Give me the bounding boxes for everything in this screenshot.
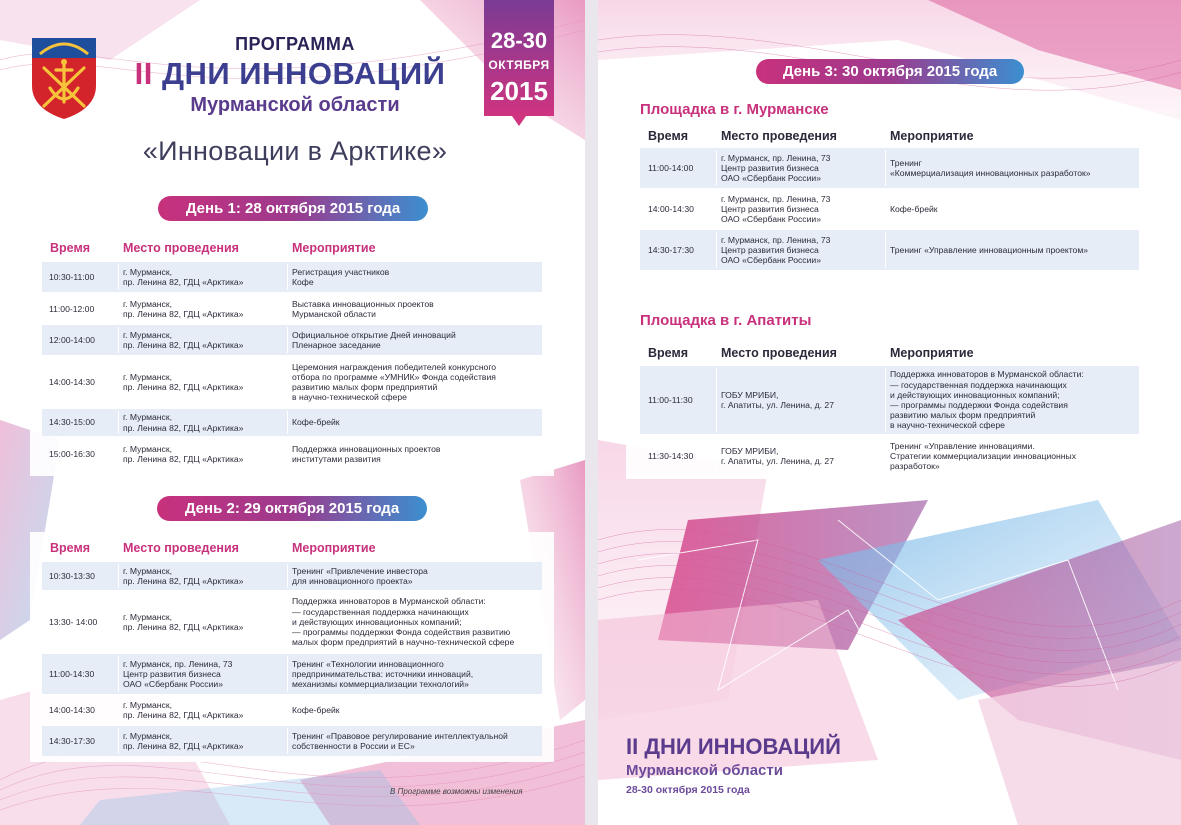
column-separator — [118, 698, 119, 722]
cell-place — [123, 438, 288, 470]
table-row — [42, 357, 542, 407]
cell-place — [721, 436, 886, 476]
cell-event — [292, 357, 542, 407]
cell-event — [890, 148, 1150, 188]
column-separator — [287, 359, 288, 405]
cell-time-text: 15:00-16:30 — [49, 448, 95, 459]
cell-time — [49, 562, 119, 590]
cell-event-text: Регистрация участников Кофе — [292, 266, 390, 287]
column-separator — [885, 232, 886, 268]
venue-apatity-title: Площадка в г. Апатиты — [640, 312, 812, 329]
venue-murmansk-title: Площадка в г. Мурманске — [640, 101, 829, 118]
table-row — [42, 562, 542, 590]
cell-event — [292, 696, 542, 724]
cell-event — [292, 294, 542, 324]
cell-time — [49, 294, 119, 324]
col-event: Мероприятие — [292, 241, 376, 255]
column-separator — [118, 296, 119, 322]
cell-place-text: ГОБУ МРИБИ, г. Апатиты, ул. Ленина, д. 27 — [721, 389, 834, 410]
cell-place-text: г. Мурманск, пр. Ленина, 73 Центр развития бизнеса ОАО «Сбербанк России» — [721, 193, 831, 225]
cell-time-text: 11:00-12:00 — [49, 303, 95, 314]
murmansk-table — [626, 122, 1153, 274]
cell-place — [123, 357, 288, 407]
column-separator — [885, 150, 886, 186]
date-badge-year: 2015 — [490, 76, 548, 106]
cell-time-text: 14:30-17:30 — [49, 735, 95, 746]
cell-event — [292, 262, 542, 292]
cell-event-text: Официальное открытие Дней инноваций Пленарное заседание — [292, 329, 456, 350]
day2-table-header — [30, 541, 554, 557]
day2-table — [30, 532, 554, 762]
col-place: Место проведения — [721, 346, 837, 360]
cell-place-text: ГОБУ МРИБИ, г. Апатиты, ул. Ленина, д. 27 — [721, 445, 834, 466]
page-title — [110, 56, 470, 92]
cell-time — [49, 696, 119, 724]
cell-time — [648, 189, 718, 229]
cell-event-text: Кофе-брейк — [292, 704, 340, 715]
cover-region: Мурманской области — [626, 762, 783, 779]
cell-event — [890, 436, 1150, 476]
cell-time-text: 14:00-14:30 — [648, 203, 694, 214]
column-separator — [716, 232, 717, 268]
cell-time-text: 14:00-14:30 — [49, 376, 95, 387]
cell-event — [292, 438, 542, 470]
cell-place-text: г. Мурманск, пр. Ленина 82, ГДЦ «Арктика» — [123, 611, 244, 632]
cell-place-text: г. Мурманск, пр. Ленина 82, ГДЦ «Арктика» — [123, 565, 244, 586]
coat-of-arms-icon — [30, 24, 98, 120]
column-separator — [287, 698, 288, 722]
cell-place-text: г. Мурманск, пр. Ленина 82, ГДЦ «Арктика» — [123, 266, 244, 287]
cell-time — [49, 409, 119, 436]
day3-heading: День 3: 30 октября 2015 года — [756, 59, 1024, 84]
cell-place — [721, 189, 886, 229]
column-separator — [118, 656, 119, 692]
cell-event-text: Тренинг «Технологии инновационного предпринимательства: источники инноваций, механизмы коммерциализации технологий» — [292, 658, 474, 690]
cell-event-text: Выставка инновационных проектов Мурманской области — [292, 298, 434, 319]
table-row — [640, 366, 1139, 434]
cell-place-text: г. Мурманск, пр. Ленина 82, ГДЦ «Арктика» — [123, 412, 244, 433]
col-time: Время — [50, 241, 90, 255]
day1-heading: День 1: 28 октября 2015 года — [158, 196, 428, 221]
column-separator — [885, 368, 886, 432]
cell-time — [49, 262, 119, 292]
murmansk-table-header — [626, 129, 1153, 145]
day1-table-header — [30, 241, 554, 257]
title-roman: II — [134, 56, 153, 91]
cell-place-text: г. Мурманск, пр. Ленина, 73 Центр развития бизнеса ОАО «Сбербанк России» — [721, 234, 831, 266]
column-separator — [287, 264, 288, 290]
cell-event — [292, 726, 542, 756]
cell-event-text: Поддержка инноваторов в Мурманской области: — государственная поддержка начинающих и действующих инновационных компаний; — программы поддержки Фонда содействия развитию малых форм предприятий в научно-технической сфере — [292, 596, 515, 648]
table-row — [42, 262, 542, 292]
cell-place — [123, 325, 288, 355]
program-page-left — [0, 0, 585, 825]
title-words: ДНИ ИННОВАЦИЙ — [161, 56, 446, 91]
table-row — [42, 409, 542, 436]
cell-place — [123, 294, 288, 324]
cell-event-text: Поддержка инновационных проектов институтами развития — [292, 443, 441, 464]
column-separator — [287, 296, 288, 322]
cover-title: II ДНИ ИННОВАЦИЙ — [626, 734, 841, 759]
cell-place-text: г. Мурманск, пр. Ленина, 73 Центр развития бизнеса ОАО «Сбербанк России» — [721, 152, 831, 184]
slogan: «Инновации в Арктике» — [142, 136, 448, 166]
cell-time — [648, 148, 718, 188]
cell-time — [648, 366, 718, 434]
cell-place — [721, 366, 886, 434]
column-separator — [287, 656, 288, 692]
table-row — [42, 294, 542, 324]
cell-time-text: 10:30-11:00 — [49, 271, 95, 282]
cell-place — [123, 409, 288, 436]
column-separator — [287, 440, 288, 468]
col-place: Место проведения — [123, 541, 239, 555]
cell-time — [49, 325, 119, 355]
day1-table — [30, 232, 554, 476]
cell-event-text: Тренинг «Правовое регулирование интеллектуальной собственности в России и ЕС» — [292, 730, 508, 751]
program-page-right — [598, 0, 1181, 825]
cell-event-text: Кофе-брейк — [292, 417, 340, 428]
cell-event — [292, 592, 542, 652]
column-separator — [716, 191, 717, 227]
column-separator — [118, 411, 119, 434]
col-event: Мероприятие — [890, 129, 974, 143]
cell-time-text: 11:00-14:30 — [49, 668, 95, 679]
cell-event — [292, 562, 542, 590]
column-separator — [287, 728, 288, 754]
cell-event — [292, 325, 542, 355]
cell-event — [292, 409, 542, 436]
cell-time — [49, 357, 119, 407]
cell-place — [123, 696, 288, 724]
cover-dates: 28-30 октября 2015 года — [626, 784, 750, 796]
cell-event-text: Церемония награждения победителей конкурсного отбора по программе «УМНИК» Фонда содействия развитию малых форм предприятий в научно-технической сфере — [292, 361, 497, 403]
cell-place — [123, 654, 288, 694]
column-separator — [287, 327, 288, 353]
col-place: Место проведения — [721, 129, 837, 143]
cell-event-text: Тренинг «Коммерциализация инновационных разработок» — [890, 157, 1091, 178]
col-place: Место проведения — [123, 241, 239, 255]
column-separator — [118, 359, 119, 405]
cell-place — [721, 148, 886, 188]
col-time: Время — [648, 129, 688, 143]
program-label: ПРОГРАММА — [235, 34, 355, 54]
table-row — [640, 436, 1139, 476]
column-separator — [716, 368, 717, 432]
col-time: Время — [648, 346, 688, 360]
column-separator — [118, 728, 119, 754]
cell-time-text: 14:30-15:00 — [49, 417, 95, 428]
column-separator — [118, 594, 119, 650]
cell-time-text: 11:30-14:30 — [648, 450, 694, 461]
cell-place — [123, 562, 288, 590]
cell-event — [890, 189, 1150, 229]
cell-place — [123, 592, 288, 652]
column-separator — [287, 564, 288, 588]
cell-place-text: г. Мурманск, пр. Ленина 82, ГДЦ «Арктика» — [123, 371, 244, 392]
cell-time-text: 10:30-13:30 — [49, 570, 95, 581]
apatity-table — [626, 338, 1153, 479]
cell-time — [49, 726, 119, 756]
cell-time — [648, 230, 718, 270]
cell-event-text: Кофе-брейк — [890, 203, 938, 214]
cell-place-text: г. Мурманск, пр. Ленина 82, ГДЦ «Арктика» — [123, 443, 244, 464]
column-separator — [118, 264, 119, 290]
table-row — [42, 438, 542, 470]
apatity-table-header — [626, 346, 1153, 362]
region-subtitle: Мурманской области — [190, 94, 400, 116]
column-separator — [716, 150, 717, 186]
cell-place-text: г. Мурманск, пр. Ленина 82, ГДЦ «Арктика» — [123, 298, 244, 319]
cell-event-text: Тренинг «Управление инновациями. Стратегии коммерциализации инновационных разработок» — [890, 440, 1076, 472]
cell-place-text: г. Мурманск, пр. Ленина, 73 Центр развития бизнеса ОАО «Сбербанк России» — [123, 658, 233, 690]
cell-time-text: 11:00-14:00 — [648, 162, 694, 173]
footnote: В Программе возможны изменения — [390, 787, 523, 796]
cell-time — [49, 438, 119, 470]
cell-event — [890, 366, 1150, 434]
column-separator — [118, 327, 119, 353]
cell-time-text: 12:00-14:00 — [49, 334, 95, 345]
table-row — [42, 654, 542, 694]
cell-event-text: Тренинг «Привлечение инвестора для инновационного проекта» — [292, 565, 428, 586]
table-row — [42, 726, 542, 756]
date-badge — [484, 0, 554, 126]
table-row — [42, 325, 542, 355]
cell-time — [49, 592, 119, 652]
cell-event-text: Тренинг «Управление инновационным проектом» — [890, 244, 1089, 255]
cell-place — [123, 262, 288, 292]
column-separator — [287, 411, 288, 434]
table-row — [640, 148, 1139, 188]
day2-heading: День 2: 29 октября 2015 года — [157, 496, 427, 521]
cell-event-text: Поддержка инноваторов в Мурманской области: — государственная поддержка начинающих и действующих инновационных компаний; — программы поддержки Фонда содействия развитию малых форм предприятий в научно-технической сфере — [890, 369, 1084, 431]
table-row — [42, 592, 542, 652]
cell-time — [49, 654, 119, 694]
column-separator — [885, 438, 886, 474]
column-separator — [118, 440, 119, 468]
cell-place — [721, 230, 886, 270]
cell-event — [292, 654, 542, 694]
table-row — [640, 189, 1139, 229]
column-separator — [885, 191, 886, 227]
cell-time-text: 14:00-14:30 — [49, 704, 95, 715]
cell-event — [890, 230, 1150, 270]
cell-time-text: 13:30- 14:00 — [49, 616, 98, 627]
cell-place-text: г. Мурманск, пр. Ленина 82, ГДЦ «Арктика» — [123, 329, 244, 350]
column-separator — [287, 594, 288, 650]
cell-place-text: г. Мурманск, пр. Ленина 82, ГДЦ «Арктика» — [123, 730, 244, 751]
cell-place — [123, 726, 288, 756]
col-event: Мероприятие — [890, 346, 974, 360]
column-separator — [716, 438, 717, 474]
cell-time — [648, 436, 718, 476]
col-event: Мероприятие — [292, 541, 376, 555]
cell-time-text: 14:30-17:30 — [648, 244, 694, 255]
table-row — [640, 230, 1139, 270]
cell-time-text: 11:00-11:30 — [648, 394, 693, 405]
date-badge-month: ОКТЯБРЯ — [488, 58, 550, 72]
column-separator — [118, 564, 119, 588]
cell-place-text: г. Мурманск, пр. Ленина 82, ГДЦ «Арктика» — [123, 699, 244, 720]
date-badge-days: 28-30 — [490, 28, 548, 53]
table-row — [42, 696, 542, 724]
col-time: Время — [50, 541, 90, 555]
